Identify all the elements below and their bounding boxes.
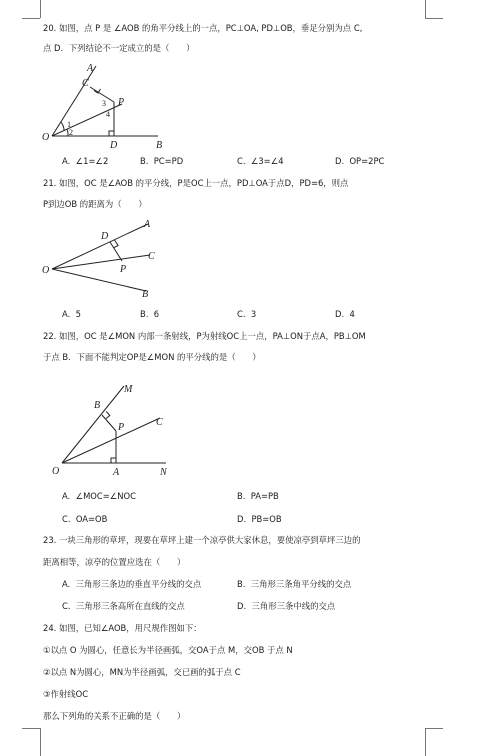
option-text: PB=OB: [251, 514, 282, 524]
angle-arc-2: [67, 129, 68, 136]
option-key: C.: [62, 514, 71, 524]
q22-option-a[interactable]: [62, 490, 136, 502]
crop-mark-top-left-h: [22, 18, 40, 19]
label-A: A: [87, 63, 94, 74]
q21-figure: [38, 215, 168, 305]
option-text: 3: [250, 309, 257, 319]
q23-stem-line1: 23. 一块三角形的草坪，现要在草坪上建一个凉亭供大家休息，要使凉亭到草坪三边的: [43, 535, 361, 545]
option-key: B.: [140, 156, 149, 166]
label-C: C: [82, 78, 89, 89]
segment-PB: [102, 415, 116, 431]
q21-option-c[interactable]: [237, 308, 256, 320]
q21-stem-line2: P到边OB 的距离为（ ）: [43, 199, 147, 209]
option-text: 三角形三条角平分线的交点: [250, 579, 352, 589]
option-key: B.: [140, 309, 149, 319]
q22-option-b[interactable]: [237, 490, 279, 502]
q22-option-c[interactable]: [62, 513, 107, 525]
q24-stem: 24. 如图，已知∠AOB，用尺规作图如下：: [43, 623, 202, 633]
label-angle-1: 1: [67, 120, 71, 129]
label-angle-4: 4: [106, 110, 110, 119]
option-key: C.: [237, 309, 246, 319]
label-B: B: [94, 400, 101, 411]
q20-figure: [38, 60, 178, 155]
q24-question: 那么下列角的关系不正确的是（ ）: [43, 711, 186, 721]
q24-step2: ②以点 N为圆心，MN为半径画弧，交已画的弧于点 C: [43, 667, 241, 677]
option-key: D.: [335, 309, 345, 319]
label-P: P: [120, 264, 127, 275]
label-M: M: [124, 384, 133, 395]
q22-figure: [48, 378, 178, 478]
crop-mark-bottom-left-v: [40, 728, 41, 756]
label-P: P: [118, 97, 125, 108]
q24-step3: ③作射线OC: [43, 689, 89, 699]
label-B: B: [156, 140, 163, 151]
label-angle-2: 2: [69, 128, 73, 137]
crop-mark-bottom-right-v: [425, 728, 426, 756]
label-B: B: [142, 289, 149, 300]
ray-OM: [62, 386, 124, 463]
option-key: A.: [62, 309, 71, 319]
option-text: PA=PB: [250, 491, 279, 501]
q21-option-b[interactable]: [140, 308, 159, 320]
option-key: A.: [62, 579, 71, 589]
option-text: 5: [75, 309, 81, 319]
right-angle-D: [109, 131, 114, 136]
option-key: A.: [62, 491, 71, 501]
label-P: P: [118, 422, 125, 433]
right-angle-A: [111, 458, 116, 463]
q21-option-a[interactable]: [62, 308, 81, 320]
option-text: 三角形三条中线的交点: [251, 601, 336, 611]
angle-arc-1: [61, 122, 64, 131]
option-text: 4: [349, 309, 355, 319]
label-C: C: [156, 417, 163, 428]
q23-option-d[interactable]: [237, 600, 335, 612]
option-text: OP=2PC: [349, 156, 385, 166]
q23-option-a[interactable]: [62, 578, 201, 590]
q22-stem-line1: 22. 如图，OC 是∠MON 内部一条射线，P为射线OC上一点，PA⊥ON于点A，PB⊥OM: [43, 331, 366, 341]
label-N: N: [160, 467, 167, 478]
q21-stem-line1: 21. 如图，OC 是∠AOB 的平分线，P是OC上一点，PD⊥OA于点D，PD=6，则点: [43, 178, 349, 188]
q20-stem-line1: 20. 如图，点 P 是 ∠AOB 的角平分线上的一点，PC⊥OA, PD⊥OB，垂足分别为点 C,: [43, 23, 363, 33]
option-text: ∠MOC=∠NOC: [75, 491, 136, 501]
option-text: OA=OB: [75, 514, 108, 524]
q22-option-d[interactable]: [237, 513, 282, 525]
crop-mark-top-right-h: [425, 18, 443, 19]
crop-mark-top-left-v: [40, 0, 41, 18]
q20-option-c[interactable]: [237, 155, 284, 167]
label-C: C: [148, 251, 155, 262]
label-angle-3: 3: [102, 99, 106, 108]
right-angle-B: [106, 412, 110, 419]
option-text: 三角形三条边的垂直平分线的交点: [75, 579, 202, 589]
label-D: D: [110, 140, 118, 151]
option-key: D.: [237, 601, 247, 611]
option-key: B.: [237, 491, 246, 501]
option-text: 6: [153, 309, 160, 319]
crop-mark-bottom-right-h: [425, 728, 443, 729]
q23-stem-line2: 距离相等，凉亭的位置应选在（ ）: [43, 557, 186, 567]
label-O: O: [42, 132, 50, 143]
option-text: PC=PD: [153, 156, 184, 166]
q20-option-a[interactable]: [62, 155, 108, 167]
label-O: O: [42, 265, 50, 276]
option-key: C.: [62, 601, 71, 611]
label-O: O: [52, 466, 60, 477]
segment-PD: [110, 242, 122, 261]
option-key: C.: [237, 156, 246, 166]
q20-option-d[interactable]: [335, 155, 384, 167]
label-A: A: [144, 219, 151, 230]
option-key: A.: [62, 156, 71, 166]
q22-stem-line2: 于点 B．下面不能判定OP是∠MON 的平分线的是（ ）: [43, 352, 261, 362]
q23-option-b[interactable]: [237, 578, 351, 590]
q23-option-c[interactable]: [62, 600, 185, 612]
crop-mark-top-right-v: [425, 0, 426, 18]
crop-mark-bottom-left-h: [22, 728, 40, 729]
option-text: ∠3=∠4: [250, 156, 284, 166]
option-text: ∠1=∠2: [75, 156, 109, 166]
option-key: B.: [237, 579, 246, 589]
option-key: D.: [237, 514, 247, 524]
label-A: A: [113, 467, 120, 478]
ray-OB: [52, 269, 146, 291]
q24-step1: ①以点 O 为圆心，任意长为半径画弧，交OA于点 M，交OB 于点 N: [43, 645, 293, 655]
q20-option-b[interactable]: [140, 155, 183, 167]
label-D: D: [101, 231, 109, 242]
option-key: D.: [335, 156, 345, 166]
q21-option-d[interactable]: [335, 308, 355, 320]
right-angle-D: [114, 240, 119, 248]
q20-stem-line2: 点 D．下列结论不一定成立的是（ ）: [43, 43, 195, 53]
option-text: 三角形三条高所在直线的交点: [75, 601, 185, 611]
